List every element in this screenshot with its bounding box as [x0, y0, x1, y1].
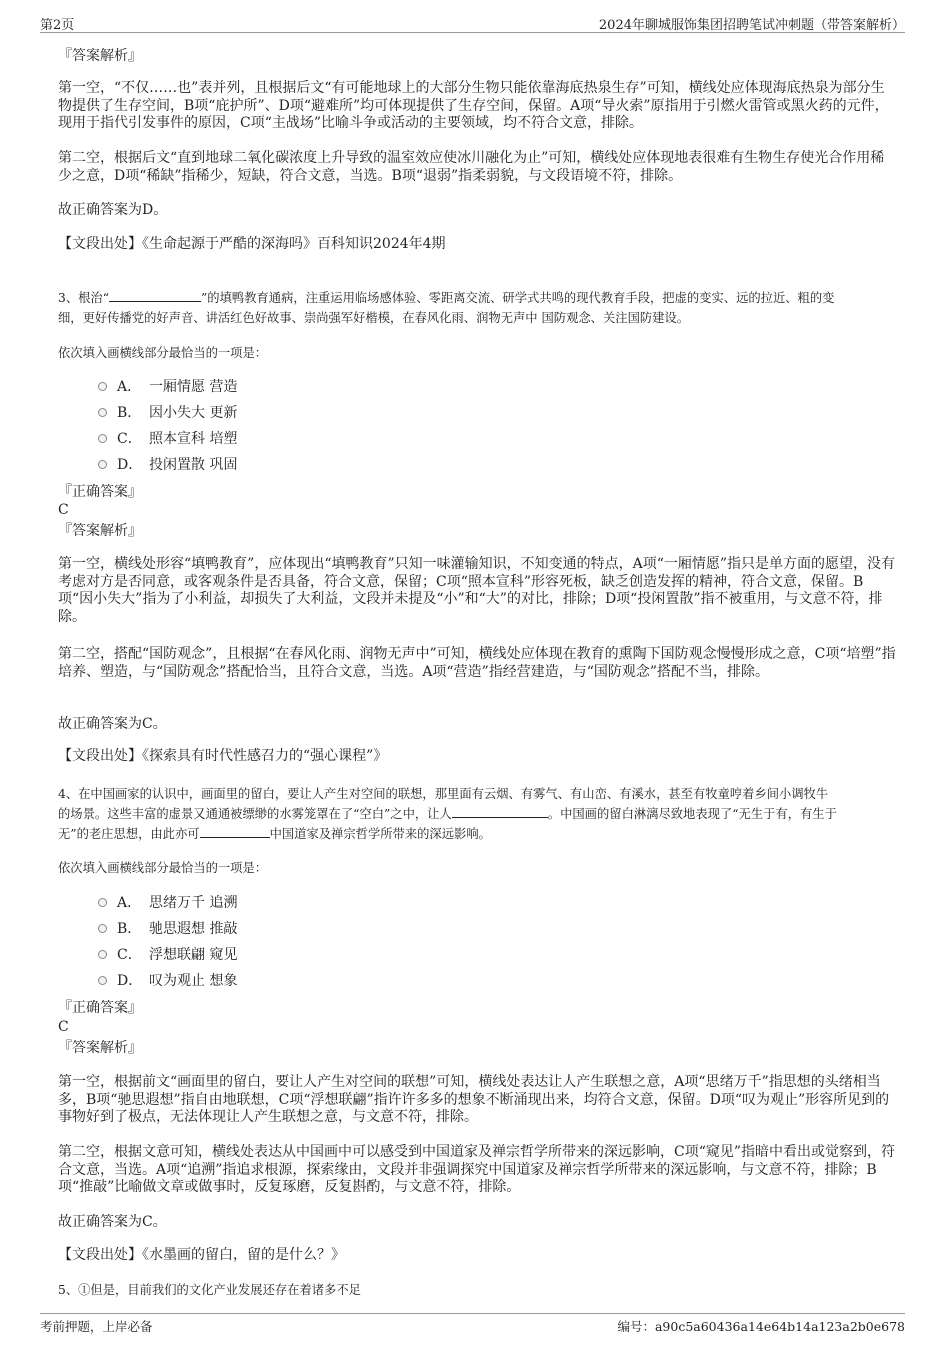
q4-source: 【文段出处】《水墨画的留白，留的是什么？》: [58, 1247, 345, 1263]
q3-conclusion: 故正确答案为C。: [58, 716, 167, 732]
q3-option-d[interactable]: D． 投闲置散 巩固: [98, 454, 237, 474]
q3-option-b[interactable]: B． 因小失大 更新: [98, 402, 237, 422]
q4-stem-line1: 4、在中国画家的认识中，画面里的留白，要让人产生对空间的联想，那里面有云烟、有雾气、有山峦、有溪水，甚至有牧童哼着乡间小调牧牛: [58, 787, 829, 801]
radio-icon[interactable]: [98, 898, 107, 907]
q4-answer: C: [58, 1019, 69, 1035]
page-number: 第2页: [40, 18, 75, 33]
q3-source: 【文段出处】《探索具有时代性感召力的“强心课程”》: [58, 748, 388, 764]
q3-analysis-para2: 第二空，搭配“国防观念”，且根据“在春风化雨、润物无声中”可知，横线处应体现在教育的熏陶下国防观念慢慢形成之意，C项“培塑”指培养、塑造，与“国防观念”搭配恰当，且符合文意，当选。A项“营造”指经营建造，与“国防观念”搭配不当，排除。: [58, 646, 896, 680]
q4-blank-2: [200, 825, 270, 838]
radio-icon[interactable]: [98, 976, 107, 985]
document-id: 编号：a90c5a60436a14e64b14a123a2b0e678: [617, 1319, 905, 1334]
q3-option-c[interactable]: C． 照本宣科 培塑: [98, 428, 237, 448]
q4-blank-1: [452, 805, 548, 818]
footer-slogan: 考前押题，上岸必备: [40, 1319, 153, 1334]
q3-stem-line1: 3、根治“ ”的填鸭教育通病，注重运用临场感体验、零距离交流、研学式共鸣的现代教育手段，把虚的变实、远的拉近、粗的变: [58, 291, 835, 305]
q2-conclusion: 故正确答案为D。: [58, 202, 168, 218]
q4-option-d[interactable]: D． 叹为观止 想象: [98, 970, 237, 990]
q3-prompt: 依次填入画横线部分最恰当的一项是：: [58, 346, 268, 360]
q4-stem-line2: 的场景。这些丰富的虚景又通通被缥缈的水雾笼罩在了“空白”之中，让人 。中国画的留白淋漓尽致地表现了“无生于有，有生于: [58, 807, 837, 821]
radio-icon[interactable]: [98, 460, 107, 469]
q4-option-b[interactable]: B． 驰思遐想 推敲: [98, 918, 237, 938]
q4-prompt: 依次填入画横线部分最恰当的一项是：: [58, 861, 268, 875]
q3-answer: C: [58, 502, 69, 518]
q4-answer-label: 『正确答案』: [58, 1000, 142, 1016]
q3-analysis-label: 『答案解析』: [58, 523, 142, 539]
q2-analysis-para2: 第二空，根据后文“直到地球二氧化碳浓度上升导致的温室效应使冰川融化为止”可知，横线处应体现地表很难有生物生存使光合作用稀少之意，D项“稀缺”指稀少，短缺，符合文意，当选。B项“退弱”指柔弱貌，与文段语境不符，排除。: [58, 150, 885, 184]
q4-conclusion: 故正确答案为C。: [58, 1214, 167, 1230]
q2-source: 【文段出处】《生命起源于严酷的深海吗》百科知识2024年4期: [58, 236, 446, 252]
q2-analysis-label: 『答案解析』: [58, 48, 142, 64]
page-footer: [40, 1313, 905, 1334]
q4-analysis-label: 『答案解析』: [58, 1040, 142, 1056]
q4-analysis-para1: 第一空，根据前文“画面里的留白，要让人产生对空间的联想”可知，横线处表达让人产生联想之意，A项“思绪万千”指思想的头绪相当多，B项“驰思遐想”指自由地联想，C项“浮想联翩”指许许多多的想象不断涌现出来，均符合文意，保留。D项“叹为观止”形容所见到的事物好到了极点，无法体现让人产生联想之意，与文意不符，排除。: [58, 1074, 890, 1126]
q4-analysis-para2: 第二空，根据文意可知，横线处表达从中国画中可以感受到中国道家及禅宗哲学所带来的深远影响，C项“窥见”指暗中看出或觉察到，符合文意，当选。A项“追溯”指追求根源，探索缘由，文段并非强调探究中国道家及禅宗哲学所带来的深远影响，与文意不符，排除；B项“推敲”比喻做文章或做事时，反复琢磨，反复斟酌，与文意不符，排除。: [58, 1144, 896, 1196]
q4-option-c[interactable]: C． 浮想联翩 窥见: [98, 944, 237, 964]
page-header: [40, 12, 905, 33]
document-title: 2024年聊城服饰集团招聘笔试冲刺题（带答案解析）: [598, 18, 905, 33]
q3-answer-label: 『正确答案』: [58, 484, 142, 500]
q3-stem-line2: 细，更好传播党的好声音、讲活红色好故事、崇尚强军好楷模，在春风化雨、润物无声中 国防观念、关注国防建设。: [58, 311, 690, 325]
radio-icon[interactable]: [98, 408, 107, 417]
q4-option-a[interactable]: A． 思绪万千 追溯: [98, 892, 237, 912]
q3-option-a[interactable]: A． 一厢情愿 营造: [98, 376, 237, 396]
radio-icon[interactable]: [98, 382, 107, 391]
q4-stem-line3: 无”的老庄思想，由此亦可 中国道家及禅宗哲学所带来的深远影响。: [58, 827, 491, 841]
q2-analysis-para1: 第一空，“不仅……也”表并列，且根据后文“有可能地球上的大部分生物只能依靠海底热泉生存”可知，横线处应体现海底热泉为部分生物提供了生存空间，B项“庇护所”、D项“避难所”均可体现提供了生存空间，保留。A项“导火索”原指用于引燃火雷管或黑火药的元件，现用于指代引发事件的原因，C项“主战场”比喻斗争或活动的主要领域，均不符合文意，排除。: [58, 80, 889, 132]
radio-icon[interactable]: [98, 950, 107, 959]
q5-stem: 5、①但是，目前我们的文化产业发展还存在着诸多不足: [58, 1283, 361, 1297]
radio-icon[interactable]: [98, 434, 107, 443]
q3-analysis-para1: 第一空，横线处形容“填鸭教育”，应体现出“填鸭教育”只知一味灌输知识，不知变通的特点，A项“一厢情愿”指只是单方面的愿望，没有考虑对方是否同意，或客观条件是否具备，符合文意，保留；C项“照本宣科”形容死板，缺乏创造发挥的精神，符合文意，保留。B项“因小失大”指为了小利益，却损失了大利益，文段并未提及“小”和“大”的对比，排除；D项“投闲置散”指不被重用，与文意不符，排除。: [58, 556, 896, 625]
radio-icon[interactable]: [98, 924, 107, 933]
q3-blank-1: [109, 289, 201, 302]
